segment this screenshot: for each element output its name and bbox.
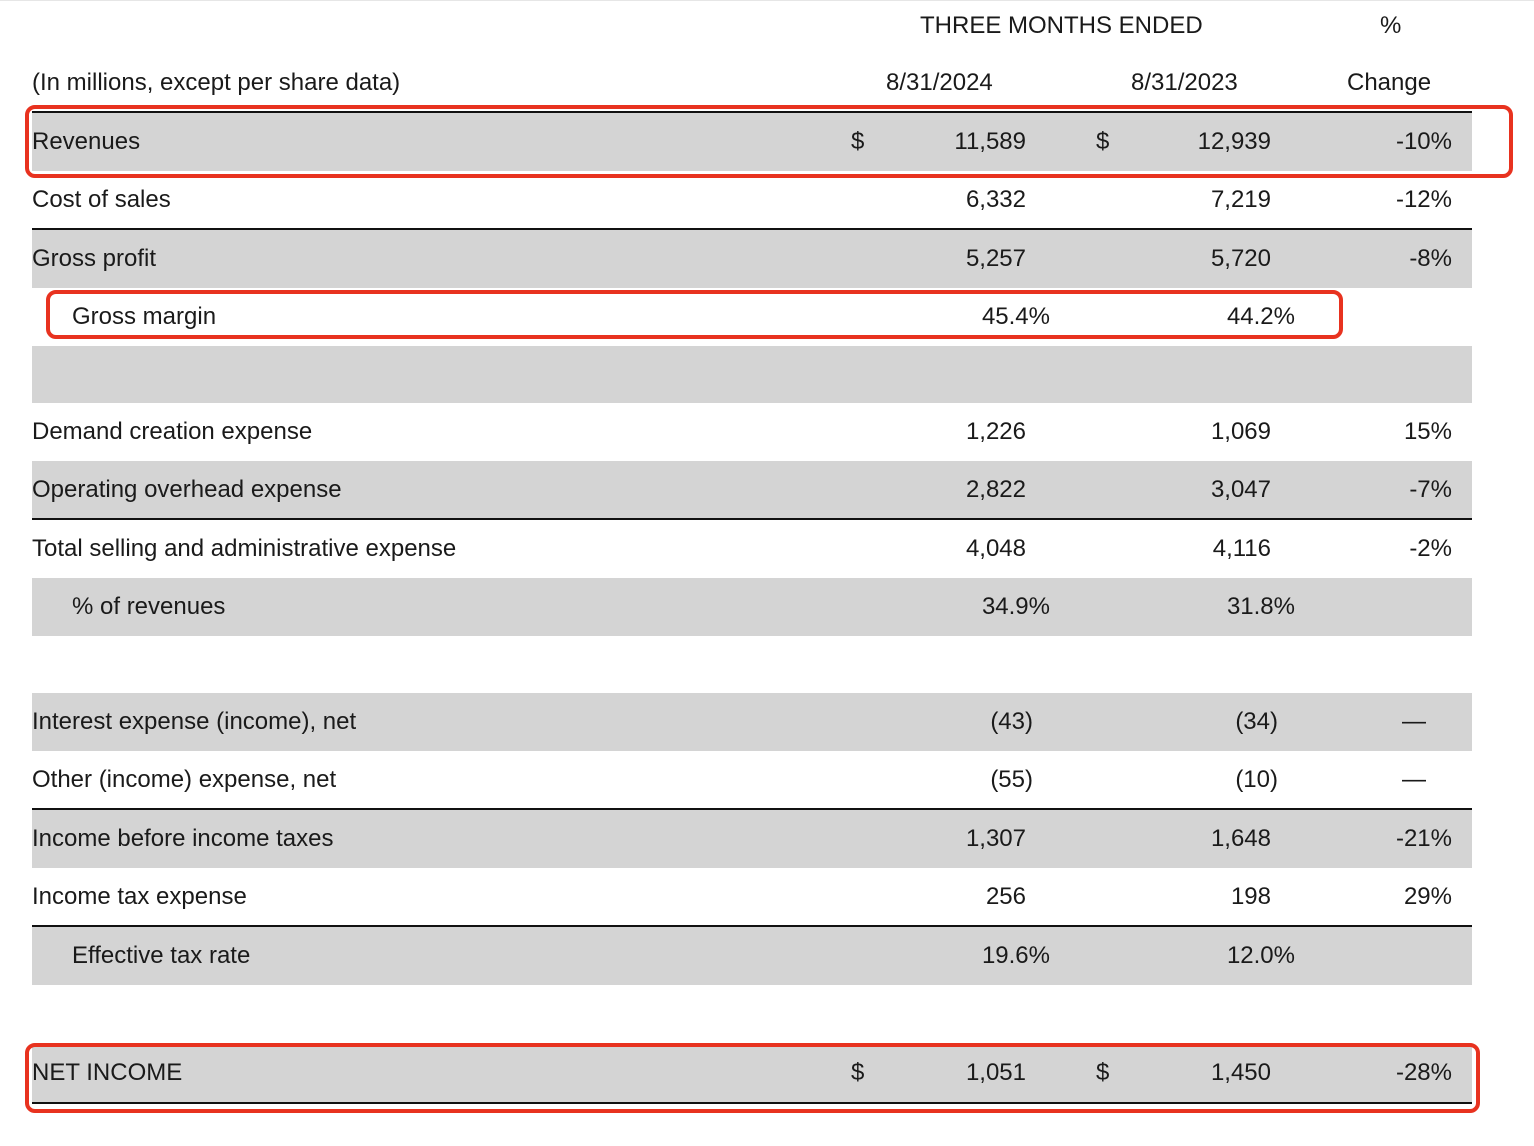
row-label: Total selling and administrative expense <box>32 535 457 562</box>
pct-change: — <box>1402 766 1426 793</box>
value-2023: (10) <box>1235 766 1278 793</box>
table-row-total-sga <box>32 520 1472 578</box>
table-row-effective-tax-rate <box>32 927 1472 985</box>
period-title: THREE MONTHS ENDED <box>920 12 1203 39</box>
value-2024: 19.6% <box>981 942 1050 969</box>
table-row-operating-overhead <box>32 461 1472 520</box>
value-2023: 7,219 <box>1210 186 1271 213</box>
currency-symbol: $ <box>1096 128 1110 155</box>
value-2024: 1,307 <box>965 825 1026 852</box>
value-2024: 4,048 <box>965 535 1026 562</box>
row-label: NET INCOME <box>32 1059 183 1086</box>
value-2023: 31.8% <box>1226 593 1295 620</box>
value-2024: 1,051 <box>965 1059 1026 1086</box>
value-2023: 5,720 <box>1210 245 1271 272</box>
value-2023: 12,939 <box>1197 128 1271 155</box>
row-label: Income tax expense <box>32 883 247 910</box>
value-2024: 11,589 <box>954 128 1026 155</box>
value-2024: 256 <box>985 883 1026 910</box>
table-row-cost-of-sales <box>32 171 1472 230</box>
table-row-income-tax <box>32 868 1472 927</box>
value-2024: 34.9% <box>981 593 1050 620</box>
pct-change: -7% <box>1409 476 1452 503</box>
value-2024: 1,226 <box>965 418 1026 445</box>
highlight-box-net-income <box>25 1043 1480 1113</box>
currency-symbol: $ <box>851 128 865 155</box>
row-label: Demand creation expense <box>32 418 313 445</box>
row-label: Gross margin <box>72 303 217 330</box>
value-2024: 2,822 <box>965 476 1026 503</box>
currency-symbol: $ <box>851 1059 865 1086</box>
units-note: (In millions, except per share data) <box>32 69 401 96</box>
value-2023: 12.0% <box>1226 942 1295 969</box>
value-2023: 44.2% <box>1226 303 1295 330</box>
row-label: Effective tax rate <box>72 942 251 969</box>
value-2023: 3,047 <box>1210 476 1271 503</box>
pct-change: 29% <box>1403 883 1452 910</box>
col2-date: 8/31/2023 <box>1131 69 1238 96</box>
row-label: % of revenues <box>72 593 226 620</box>
pct-title: % <box>1380 12 1402 39</box>
pct-change: 15% <box>1403 418 1452 445</box>
value-2024: 45.4% <box>981 303 1050 330</box>
highlight-box-revenues <box>25 105 1513 178</box>
row-label: Income before income taxes <box>32 825 334 852</box>
pct-change: -12% <box>1395 186 1452 213</box>
value-2024: (43) <box>990 708 1033 735</box>
row-label: Cost of sales <box>32 186 171 213</box>
value-2024: 6,332 <box>965 186 1026 213</box>
highlight-box-gross-margin <box>46 290 1343 339</box>
row-label: Revenues <box>32 128 141 155</box>
table-row-demand-creation <box>32 403 1472 461</box>
table-row-spacer <box>32 346 1472 403</box>
change-label: Change <box>1347 69 1432 96</box>
value-2023: 1,648 <box>1210 825 1271 852</box>
currency-symbol: $ <box>1096 1059 1110 1086</box>
value-2023: 198 <box>1230 883 1271 910</box>
value-2023: 1,069 <box>1210 418 1271 445</box>
row-label: Other (income) expense, net <box>32 766 337 793</box>
pct-change: -2% <box>1409 535 1452 562</box>
pct-change: -10% <box>1395 128 1452 155</box>
table-row-gross-profit <box>32 230 1472 288</box>
pct-change: -21% <box>1395 825 1452 852</box>
row-label: Operating overhead expense <box>32 476 342 503</box>
value-2023: 1,450 <box>1210 1059 1271 1086</box>
value-2024: 5,257 <box>965 245 1026 272</box>
table-row-other <box>32 751 1472 810</box>
table-row-income-before-taxes <box>32 810 1472 868</box>
row-label: Gross profit <box>32 245 157 272</box>
pct-change: -28% <box>1395 1059 1452 1086</box>
value-2024: (55) <box>990 766 1033 793</box>
value-2023: 4,116 <box>1212 535 1271 562</box>
table-row-pct-of-revenues <box>32 578 1472 636</box>
pct-change: — <box>1402 708 1426 735</box>
table-row-interest <box>32 693 1472 751</box>
pct-change: -8% <box>1409 245 1452 272</box>
col1-date: 8/31/2024 <box>886 69 993 96</box>
row-label: Interest expense (income), net <box>32 708 357 735</box>
top-divider <box>0 0 1534 1</box>
value-2023: (34) <box>1235 708 1278 735</box>
